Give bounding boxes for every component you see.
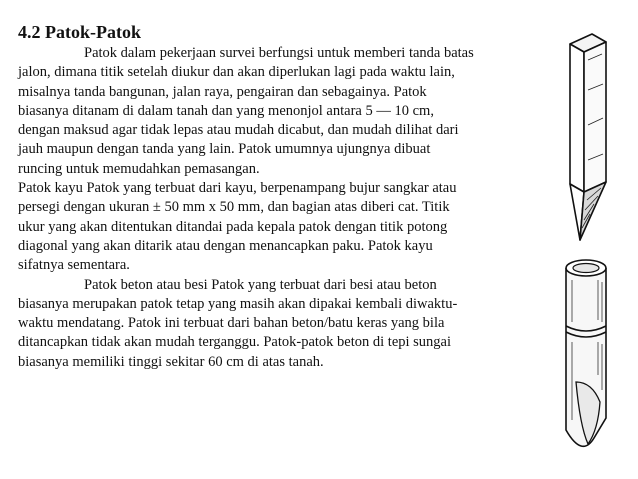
text-line: ditancapkan tidak akan mudah terganggu. Patok-patok beton di tepi sungai (18, 334, 452, 351)
text-line: biasanya ditanam di dalam tanah dan yang menonjol antara 5 — 10 cm, (18, 102, 434, 119)
text-line: ukur yang akan ditentukan ditandai pada kepala patok dengan titik potong (18, 218, 448, 235)
pipe-stake-icon (566, 260, 606, 446)
text-line: jalon, dimana titik setelah diukur dan akan diperlukan lagi pada waktu lain, (18, 64, 455, 81)
text-line: Patok beton atau besi Patok yang terbuat dari besi atau beton (84, 276, 437, 293)
text-line: Patok dalam pekerjaan survei berfungsi untuk memberi tanda batas (84, 45, 474, 61)
text-line: runcing untuk memudahkan pemasangan. (18, 160, 260, 177)
text-line: dengan maksud agar tidak lepas atau mudah dicabut, dan mudah dilihat dari (18, 122, 459, 139)
text-line: waktu mendatang. Patok ini terbuat dari bahan beton/batu keras yang bila (18, 315, 445, 332)
text-line: biasanya memiliki tinggi sekitar 60 cm di atas tanah. (18, 353, 324, 370)
section-title: 4.2 Patok-Patok (18, 22, 141, 42)
text-line: misalnya tanda bangunan, jalan raya, pengairan dan sebagainya. Patok (18, 83, 427, 100)
wooden-stake-icon (570, 34, 606, 240)
text-line: jauh maupun dengan tanda yang lain. Patok umumnya ujungnya dibuat (18, 141, 431, 158)
text-line: sifatnya sementara. (18, 257, 130, 274)
text-line: Patok kayu Patok yang terbuat dari kayu, berpenampang bujur sangkar atau (18, 180, 457, 197)
paragraph-patok-beton (18, 276, 543, 372)
text-line: diagonal yang akan ditarik atau dengan menancapkan paku. Patok kayu (18, 237, 433, 254)
patok-illustration (548, 30, 620, 460)
paragraph-patok-intro (18, 44, 543, 179)
paragraph-patok-kayu (18, 179, 543, 275)
body-text (18, 44, 543, 372)
text-line: persegi dengan ukuran ± 50 mm x 50 mm, dan bagian atas diberi cat. Titik (18, 199, 450, 216)
text-line: biasanya merupakan patok tetap yang masih akan dipakai kembali diwaktu- (18, 295, 458, 312)
